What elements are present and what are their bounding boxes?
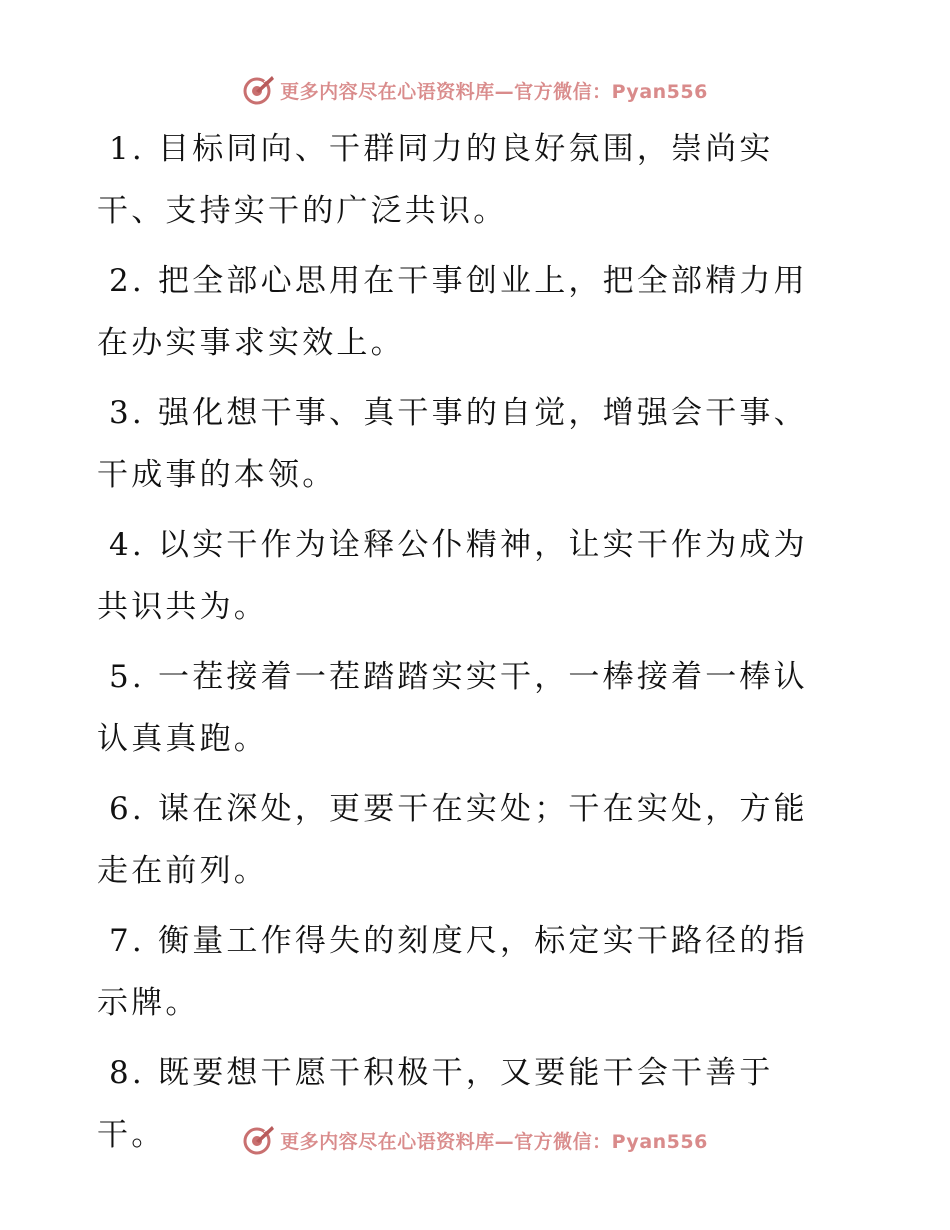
list-item: 3. 强化想干事、真干事的自觉，增强会干事、干成事的本领。 — [97, 395, 808, 493]
header-watermark-banner — [0, 70, 950, 110]
watermark-text: 更多内容尽在心语资料库—官方微信：Pyan556 — [280, 80, 708, 103]
list-item: 8. 既要想干愿干积极干，又要能干会干善于干。 — [97, 1055, 774, 1153]
quill-pen-logo-icon — [242, 1123, 276, 1157]
list-item: 2. 把全部心思用在干事创业上，把全部精力用在办实事求实效上。 — [97, 263, 808, 361]
list-item: 4. 以实干作为诠释公仆精神，让实干作为成为共识共为。 — [97, 527, 808, 625]
quill-pen-logo-icon — [242, 73, 276, 107]
watermark-text: 更多内容尽在心语资料库—官方微信：Pyan556 — [280, 1130, 708, 1153]
footer-watermark-banner — [0, 1120, 950, 1160]
list-item: 5. 一茬接着一茬踏踏实实干，一棒接着一棒认认真真跑。 — [97, 659, 808, 757]
list-item: 1. 目标同向、干群同力的良好氛围，崇尚实干、支持实干的广泛共识。 — [97, 131, 774, 229]
slogan-list — [97, 118, 837, 1174]
list-item: 7. 衡量工作得失的刻度尺，标定实干路径的指示牌。 — [97, 923, 808, 1021]
list-item: 6. 谋在深处，更要干在实处；干在实处，方能走在前列。 — [97, 791, 808, 889]
